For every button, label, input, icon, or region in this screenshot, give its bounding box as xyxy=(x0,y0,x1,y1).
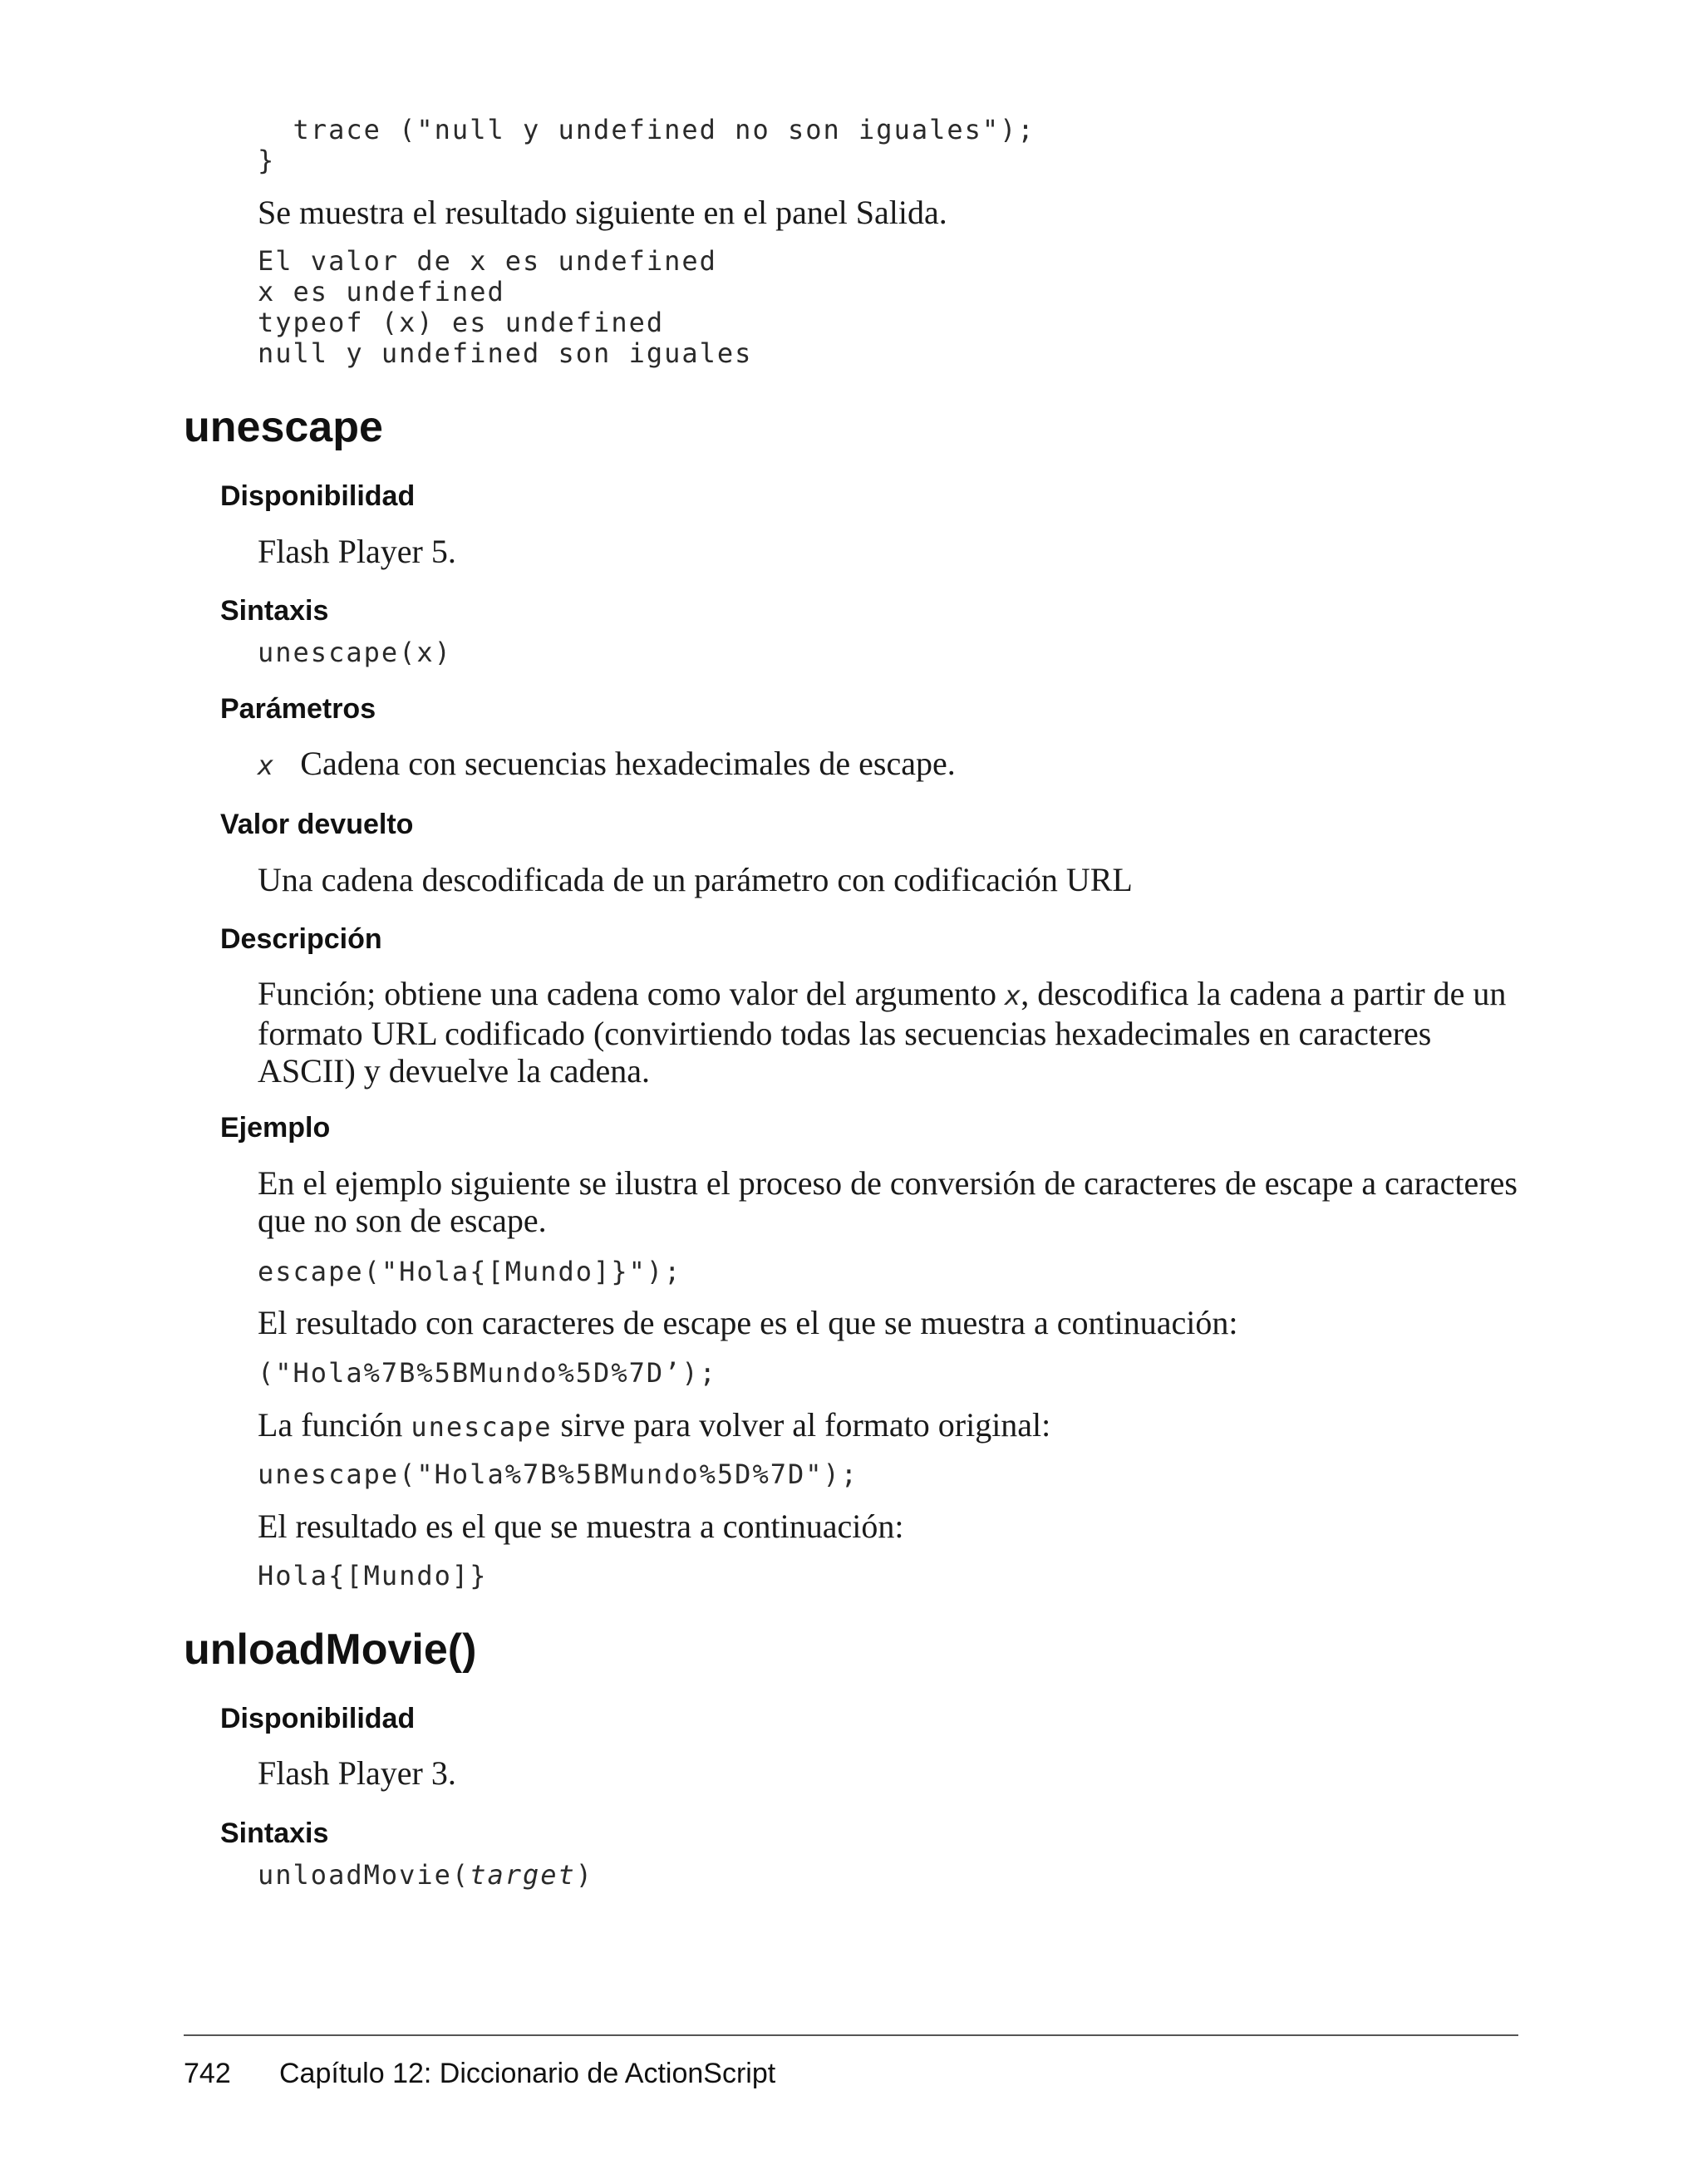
section-title-unloadmovie: unloadMovie() xyxy=(184,1626,477,1674)
syntax-code-part: ) xyxy=(575,1859,594,1891)
code-line-close-brace: } xyxy=(258,145,276,176)
output-code-line: typeof (x) es undefined xyxy=(258,307,665,338)
syntax-code-part: unloadMovie( xyxy=(258,1859,470,1891)
example-text: El resultado es el que se muestra a continuación: xyxy=(258,1508,904,1545)
example-text-part: La función xyxy=(258,1406,411,1444)
heading-syntax: Sintaxis xyxy=(220,1818,329,1849)
heading-availability: Disponibilidad xyxy=(220,1703,416,1734)
example-code: Hola{[Mundo]} xyxy=(258,1560,488,1591)
syntax-argument: target xyxy=(470,1859,576,1891)
description-argument: x xyxy=(1004,980,1021,1011)
example-intro-text: En el ejemplo siguiente se ilustra el proceso de conversión de caracteres de escape a caracteres que no son de escape. xyxy=(258,1164,1518,1239)
parameter-name: x xyxy=(258,750,274,781)
return-value-text: Una cadena descodificada de un parámetro con codificación URL xyxy=(258,861,1133,898)
heading-syntax: Sintaxis xyxy=(220,595,329,627)
parameter-description: Cadena con secuencias hexadecimales de escape. xyxy=(300,745,956,782)
example-text xyxy=(258,1406,1050,1446)
description-paragraph xyxy=(258,975,1529,1090)
syntax-code xyxy=(258,1859,593,1891)
availability-text: Flash Player 3. xyxy=(258,1754,456,1792)
description-text: Función; obtiene una cadena como valor del argumento xyxy=(258,975,1005,1012)
availability-text: Flash Player 5. xyxy=(258,533,456,570)
section-title-unescape: unescape xyxy=(184,403,383,451)
heading-description: Descripción xyxy=(220,923,382,955)
code-line-trace: trace ("null y undefined no son iguales"); xyxy=(258,114,1035,145)
example-text-part: sirve para volver al formato original: xyxy=(552,1406,1051,1444)
heading-return-value: Valor devuelto xyxy=(220,809,414,840)
heading-availability: Disponibilidad xyxy=(220,480,416,512)
heading-parameters: Parámetros xyxy=(220,693,376,725)
page-number: 742 xyxy=(184,2058,231,2089)
output-intro-text: Se muestra el resultado siguiente en el panel Salida. xyxy=(258,194,947,231)
output-code-line: El valor de x es undefined xyxy=(258,245,717,277)
syntax-code: unescape(x) xyxy=(258,637,452,668)
example-code: unescape("Hola%7B%5BMundo%5D%7D"); xyxy=(258,1458,859,1490)
heading-example: Ejemplo xyxy=(220,1112,331,1144)
example-text: El resultado con caracteres de escape es el que se muestra a continuación: xyxy=(258,1304,1238,1341)
footer-divider xyxy=(184,2034,1518,2036)
parameter-row xyxy=(258,745,956,782)
output-code-line: x es undefined xyxy=(258,276,505,307)
example-code: escape("Hola{[Mundo]}"); xyxy=(258,1256,682,1287)
description-text: , descodifica la cadena a partir de un formato URL codificado (convirtiendo todas las secuencias hexadecimales en caracteres ASCII) y devuelve la cadena. xyxy=(258,975,1507,1090)
chapter-title: Capítulo 12: Diccionario de ActionScript xyxy=(279,2058,776,2089)
inline-code: unescape xyxy=(411,1411,553,1443)
output-code-line: null y undefined son iguales xyxy=(258,337,753,369)
example-code: ("Hola%7B%5BMundo%5D%7D’); xyxy=(258,1357,717,1389)
